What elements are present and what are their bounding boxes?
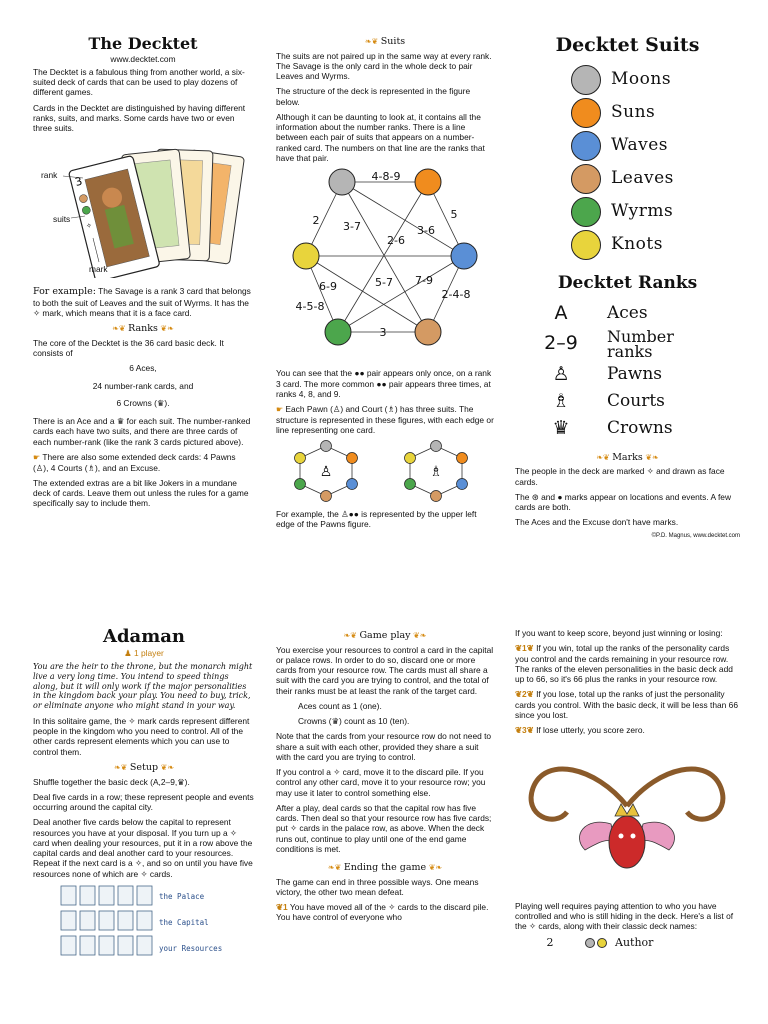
ranks-paragraph: There is an Ace and a ♛ for each suit. The number-ranked cards each have two suits, and there are three cards of each number-rank (like the rank 3 cards pictured above). [33, 416, 251, 447]
credit-line: ©P.D. Magnus, www.decktet.com [651, 532, 740, 539]
edge-label: 3-6 [417, 224, 435, 238]
score-number: ❦2❦ [515, 689, 537, 700]
ornament-icon: ❧❦ [327, 863, 344, 873]
rank-row-aces: A Aces [554, 301, 648, 324]
condition-number: ❦1 [276, 902, 288, 913]
pawns-courts-figures [276, 440, 494, 502]
edge-label: 5-7 [375, 276, 393, 290]
gameplay-heading: ❧❦ Game play ❦❧ [343, 630, 427, 641]
personality-rank: 2 [546, 936, 554, 950]
layout-diagram [33, 884, 255, 956]
edge-label: 3-7 [343, 220, 361, 234]
column-suits [276, 34, 494, 534]
column-intro [33, 34, 253, 514]
ranks-list-item: 6 Crowns (♛). [116, 397, 170, 408]
wyrms-node [325, 319, 351, 345]
marks-paragraph: The Aces and the Excuse don't have marks. [515, 517, 679, 528]
pawn-icon: ♙ [552, 362, 570, 385]
intro-paragraph-2: Cards in the Decktet are distinguished by having different ranks, suits, and marks. Some cards have two or even three suits. [33, 102, 246, 134]
example-lead: For example: [33, 286, 96, 298]
moons-icon [585, 938, 595, 948]
ranks-title: Decktet Ranks [557, 273, 698, 294]
suit-row-moons: Moons [515, 63, 740, 96]
suit-row-wyrms: Wyrms [515, 195, 740, 228]
marks-paragraph: The ⊛ and ● marks appear on locations and events. A few cards are both. [515, 491, 731, 513]
edge-label: 2 [312, 214, 320, 228]
suits-title: Decktet Suits [555, 34, 700, 56]
crown-creature-illustration [515, 746, 740, 896]
ornament-icon: ❦❧ [158, 762, 175, 772]
leaves-node [415, 319, 441, 345]
column-scoring [515, 628, 740, 950]
suits-label: suits [53, 214, 71, 225]
moons-icon [571, 65, 601, 95]
ornament-icon: ❦❧ [157, 324, 174, 334]
ranks-heading: ❧❦ Ranks ❦❧ [112, 323, 174, 335]
rank-row-courts: ♗ Courts [515, 388, 740, 415]
column-gameplay [276, 628, 494, 928]
pointing-hand-icon: ☛ [276, 405, 286, 415]
ranks-intro: The core of the Decktet is the 36 card basic deck. It consists of [33, 337, 224, 359]
scoring-item: ❦2❦ If you lose, total up the ranks of just the personality cards you control. With the basic deck, it will be less than 66 since you lost. [515, 689, 738, 720]
ending-heading: ❧❦ Ending the game ❦❧ [327, 862, 443, 874]
suits-heading: ❧❦ Suits [364, 36, 406, 47]
court-icon: ♗ [429, 464, 443, 481]
adaman-title: Adaman [102, 626, 185, 647]
ornament-icon: ❦❧ [410, 631, 427, 640]
pawn-court-paragraph: ☛ Each Pawn (♙) and Court (♗) has three suits. The structure is represented in these figures, with each edge or line representing one card. [276, 404, 494, 436]
example-text: The Savage is a rank 3 card that belongs to both the suit of Leaves and the suit of Wyrms. It has the ✧ mark, which means that it is a face card. [33, 286, 251, 319]
crowns-value: Crowns (♛) count as 10 (ten). [298, 716, 410, 727]
intro-paragraph: The Decktet is a fabulous thing from another world, a six-suited deck of cards that can be used to play dozens of different games. [33, 66, 245, 98]
edge-label: 4-8-9 [371, 170, 401, 184]
mark-label: mark [89, 264, 108, 275]
edge-label: 7-9 [415, 274, 433, 288]
knots-icon [571, 230, 601, 260]
marks-heading: ❧❦ Marks ❦❧ [596, 451, 659, 463]
gameplay-paragraph: You exercise your resources to control a card in the capital or palace rows. In order to do so, discard one or more cards from your resource row. The cards must all share a suit with the card you are trying to control, and the total of their ranks must be at least the rank of the target card. [276, 644, 494, 696]
suit-structure-graph [276, 168, 494, 364]
svg-text:✧: ✧ [85, 221, 93, 231]
waves-icon [571, 131, 601, 161]
suns-node [415, 169, 441, 195]
marks-paragraph: The people in the deck are marked ✧ and drawn as face cards. [515, 466, 725, 487]
edge-label: 3 [379, 326, 387, 340]
gameplay-paragraph: If you control a ✧ card, move it to the discard pile. If you control any other card, move it to your resource row; you may use it later to control something else. [276, 767, 486, 798]
setup-step: Deal five cards in a row; these represent people and events occurring around the capital city. [33, 791, 254, 813]
ranks-list-item: 24 number-rank cards, and [92, 380, 194, 391]
scoring-outro: Playing well requires paying attention to who you have controlled and who is still hiding in the deck. Here's a list of the ✧ cards, along with their classic deck names: [515, 900, 734, 931]
decktet-title: The Decktet [88, 34, 198, 53]
score-number: ❦1❦ [515, 643, 537, 654]
pointing-hand-icon: ☛ [33, 452, 43, 462]
pair-paragraph: You can see that the ●● pair appears only once, on a rank 3 card. The more common ●● pair appears three times, at ranks 4, 8, and 9. [276, 368, 492, 399]
ornament-icon: ❧❦ [113, 762, 130, 772]
adaman-intro: In this solitaire game, the ✧ mark cards represent different people in the kingdom who you need to control. All of the other cards represent elements which you can use to control them. [33, 715, 250, 757]
ornament-icon: ❦❧ [426, 863, 443, 873]
scoring-item: ❦1❦ If you win, total up the ranks of the personality cards you control and the cards remaining in your resource row. The ranks of the eleven personalities in the basic deck add up to 66, so it's 66 plus the ranks in your resource row. [515, 643, 733, 684]
card-rows-illustration [59, 884, 159, 956]
extended-paragraph-2: The extended extras are a bit like Jokers in a mundane deck of cards. Leave them out unless the rules for a game specifically say to include them. [33, 477, 249, 509]
ornament-icon: ❧❦ [596, 452, 613, 462]
moons-node [329, 169, 355, 195]
rank-row-pawns: ♙ Pawns [515, 361, 740, 388]
suits-paragraph: The suits are not paired up in the same way at every rank. The Savage is the only card in the whole deck to pair Leaves and Wyrms. [276, 50, 492, 82]
leaves-icon [571, 164, 601, 194]
resources-row-label: your Resources [159, 943, 223, 953]
ornament-icon: ❦❧ [642, 452, 659, 462]
ending-condition: ❦1 You have moved all of the ✧ cards to the discard pile. You have control of everyone who [276, 902, 489, 923]
players-label: ♟ 1 player [124, 647, 164, 658]
wyrms-icon [571, 197, 601, 227]
example-edge-paragraph: For example, the ♙●● is represented by the upper left edge of the Pawns figure. [276, 508, 477, 529]
suit-row-leaves: Leaves [515, 162, 740, 195]
rank-label: rank [41, 170, 58, 181]
example-paragraph [33, 286, 253, 318]
ranks-list-item: 6 Aces, [129, 363, 157, 374]
ornament-icon: ❧❦ [364, 37, 381, 46]
svg-text:3: 3 [73, 174, 84, 190]
palace-row-label: the Palace [159, 891, 205, 901]
setup-heading: ❧❦ Setup ❦❧ [113, 761, 175, 773]
suns-icon [571, 98, 601, 128]
ornament-icon: ❧❦ [112, 324, 129, 334]
column-adaman [33, 626, 255, 956]
edge-label: 2-6 [387, 234, 405, 248]
waves-node [451, 243, 477, 269]
setup-step: Shuffle together the basic deck (A,2–9,♛). [33, 776, 190, 787]
ending-paragraph: The game can end in three possible ways. One means victory, the other two mean defeat. [276, 876, 479, 897]
edge-label: 6-9 [319, 280, 337, 294]
rank-row-crowns: ♛ Crowns [515, 415, 740, 442]
flavor-text: You are the heir to the throne, but the monarch might live a very long time. You intend to speed things along, but it will only work if the major personalities in the kingdom back your play. You need to buy, trick, or eliminate anyone who might stand in your way. [33, 662, 253, 711]
knots-node [293, 243, 319, 269]
scoring-item: ❦3❦ If lose utterly, you score zero. [515, 725, 645, 735]
personality-row [515, 936, 740, 949]
setup-step: Deal another five cards below the capital to represent resources you have at your disposal. If you turn up a ✧ card when dealing your resources, put it in a row above the capital cards and deal another card to your resources. Repeat if the next card is a ✧, and so on until you have five resources none of which are ✧ cards. [33, 817, 253, 879]
court-icon: ♗ [552, 389, 570, 412]
card-figure [33, 138, 253, 278]
suits-paragraph: Although it can be daunting to look at, it contains all the information about the number ranks. There is a line between each pair of suits that appears on a number-ranked card. The numbers on that line are the ranks that have that pair. [276, 111, 485, 163]
column-reference [515, 34, 740, 540]
gameplay-paragraph: After a play, deal cards so that the capital row has five cards. Then deal so that your resource row has five cards; put ✧ cards in the palace row, as above. When the deck runs out, continue to play until one of the end game conditions is met. [276, 802, 492, 854]
extended-paragraph: ☛ There are also some extended deck cards: 4 Pawns (♙), 4 Courts (♗), and an Excuse. [33, 451, 236, 473]
aces-value: Aces count as 1 (one). [298, 700, 382, 711]
ornament-icon: ❧❦ [343, 631, 360, 640]
gameplay-paragraph: Note that the cards from your resource row do not need to share a suit with each other, provided they share a suit with the card you are trying to control. [276, 731, 492, 762]
edge-label: 5 [450, 208, 458, 222]
fanned-cards-illustration [33, 138, 253, 278]
suits-paragraph: The structure of the deck is represented in the figure below. [276, 86, 471, 107]
player-icon: ♟ [124, 647, 135, 658]
decktet-url: www.decktet.com [110, 53, 176, 64]
score-number: ❦3❦ [515, 725, 537, 735]
capital-row-label: the Capital [159, 917, 209, 927]
suit-row-knots: Knots [515, 228, 740, 261]
suit-row-waves: Waves [515, 129, 740, 162]
scoring-intro: If you want to keep score, beyond just winning or losing: [515, 628, 723, 638]
personality-name: Author [615, 936, 654, 950]
crown-icon: ♛ [552, 416, 570, 439]
rank-row-numbers: 2–9 Number ranks [544, 326, 674, 361]
knots-icon [597, 938, 607, 948]
suit-row-suns: Suns [515, 96, 740, 129]
edge-label: 4-5-8 [295, 300, 325, 314]
edge-label: 2-4-8 [441, 288, 471, 302]
pawn-icon: ♙ [319, 464, 333, 481]
